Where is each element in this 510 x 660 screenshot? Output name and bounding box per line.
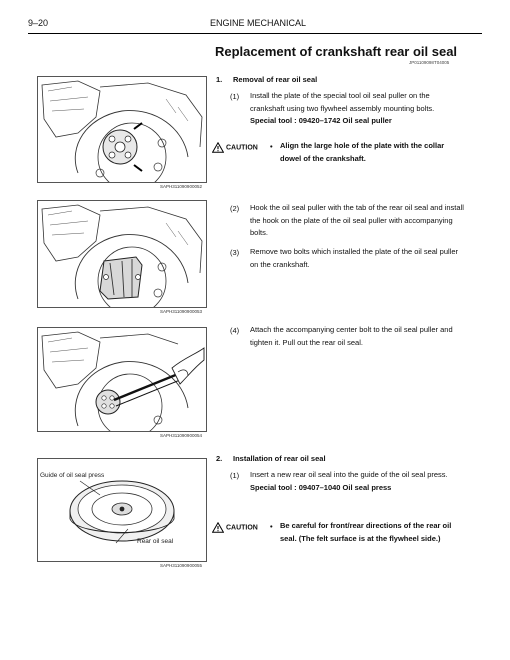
figure-2-puller-hook: [37, 200, 207, 308]
figure-2-caption: SAPH311090900053: [160, 309, 202, 314]
installation-step-1-text: Insert a new rear oil seal into the guide of the oil seal press.: [250, 470, 448, 479]
removal-step-1-text: Install the plate of the special tool oil seal puller on the crankshaft using two flywheel assembly mounting bolts.: [250, 91, 435, 113]
installation-heading: Installation of rear oil seal: [233, 454, 326, 463]
engine-illustration-3: [38, 328, 206, 431]
label-rear-oil-seal: Rear oil seal: [137, 538, 174, 545]
installation-caution-text: Be careful for front/rear directions of the rear oil seal. (The felt surface is at the flywheel side.): [280, 521, 452, 543]
document-code: JP01109098T04005: [409, 60, 450, 65]
section-title: ENGINE MECHANICAL: [210, 18, 307, 28]
removal-step-2-number: (2): [230, 204, 240, 213]
removal-step-3-number: (3): [230, 248, 240, 257]
page-number: 9–20: [28, 18, 49, 28]
removal-step-1-number: (1): [230, 92, 240, 101]
warning-triangle-icon: [212, 522, 224, 533]
removal-heading-number: 1.: [216, 75, 223, 84]
removal-caution-label: CAUTION: [212, 142, 258, 153]
removal-heading: Removal of rear oil seal: [233, 75, 318, 84]
figure-1-puller-plate: [37, 76, 207, 183]
installation-caution-bullet: •: [270, 522, 273, 531]
installation-caution-label: CAUTION: [212, 522, 258, 533]
figure-1-caption: SAPH311090900052: [160, 184, 202, 189]
removal-step-4-number: (4): [230, 326, 240, 335]
removal-step-4-text: Attach the accompanying center bolt to the oil seal puller and tighten it. Pull out the rear oil seal.: [250, 325, 453, 347]
label-guide-of-oil-seal-press: Guide of oil seal press: [40, 472, 105, 479]
warning-triangle-icon: [212, 142, 224, 153]
removal-step-1: [250, 90, 464, 128]
removal-step-2-text: Hook the oil seal puller with the tab of the rear oil seal and install the hook on the plate of the oil seal puller with accompanying bolts.: [250, 203, 464, 238]
removal-caution-text: Align the large hole of the plate with the collar dowel of the crankshaft.: [280, 141, 445, 163]
header-rule: [28, 33, 482, 34]
engine-illustration-2: [38, 201, 206, 307]
removal-step-1-tool: Special tool : 09420–1742 Oil seal puller: [250, 116, 392, 126]
installation-step-1-tool: Special tool : 09407–1040 Oil seal press: [250, 482, 392, 492]
installation-step-1-number: (1): [230, 471, 240, 480]
removal-step-3-text: Remove two bolts which installed the plate of the oil seal puller on the crankshaft.: [250, 247, 459, 269]
removal-caution-bullet: •: [270, 142, 273, 151]
figure-4-caption: SAPH311090900055: [160, 563, 202, 568]
document-title: Replacement of crankshaft rear oil seal: [215, 44, 458, 59]
figure-3-caption: SAPH311090900054: [160, 433, 202, 438]
installation-step-1: [250, 469, 450, 494]
figure-3-pull-out: [37, 327, 207, 432]
installation-heading-number: 2.: [216, 454, 223, 463]
engine-illustration-1: [38, 77, 206, 182]
